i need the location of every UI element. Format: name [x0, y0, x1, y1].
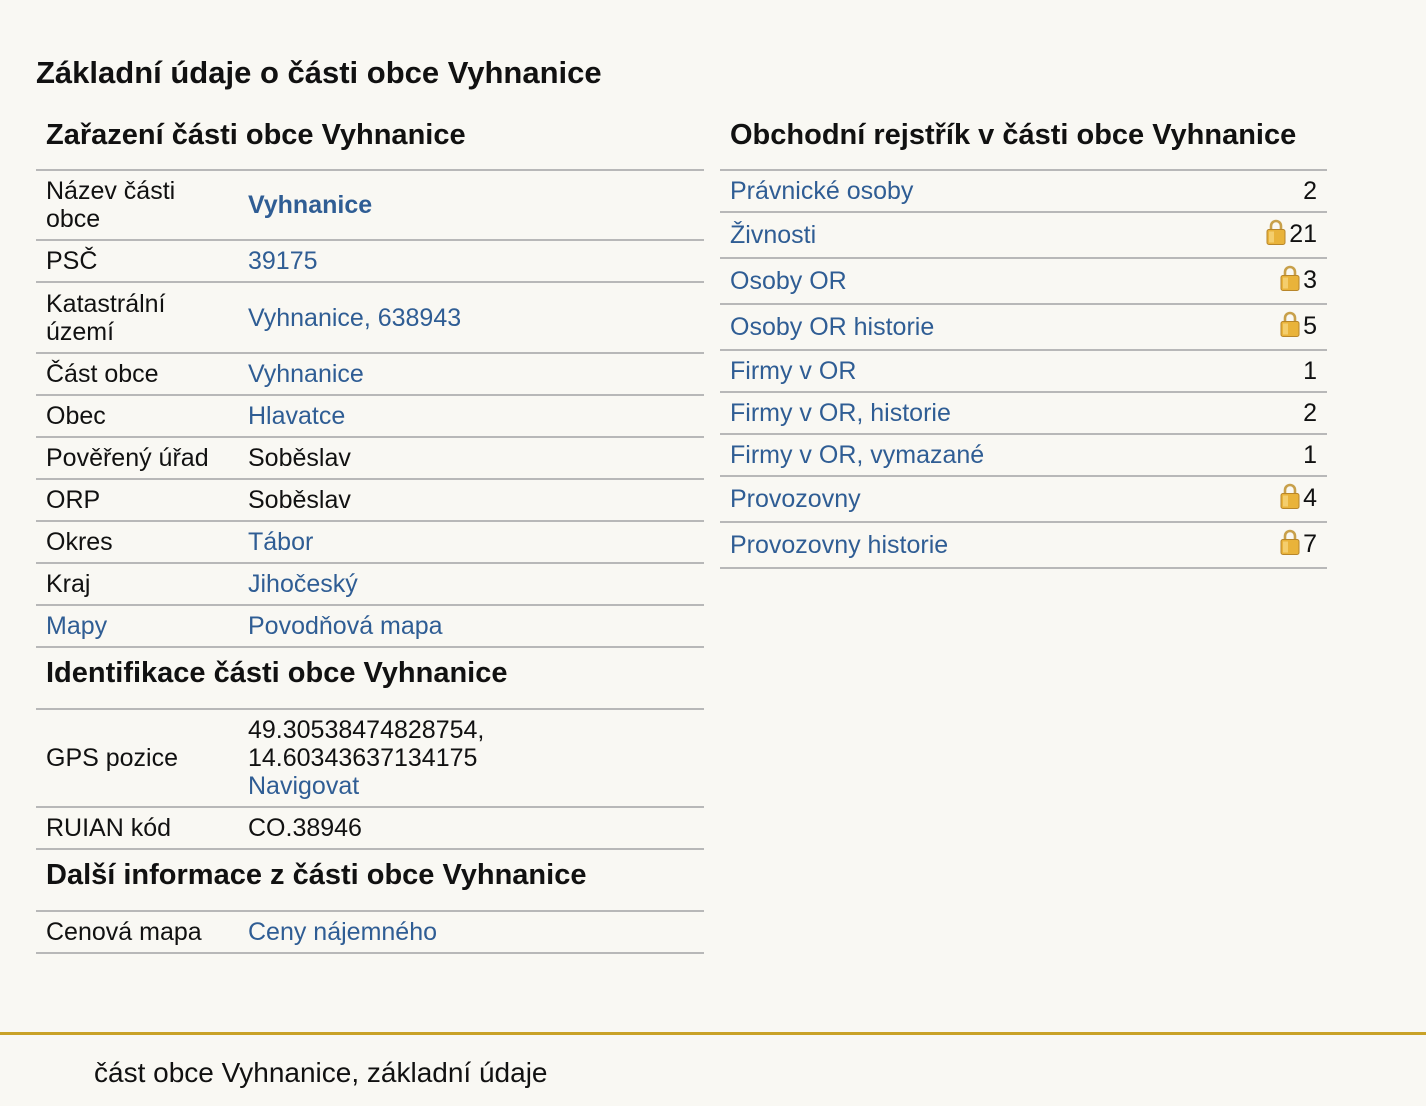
- navigovat-link[interactable]: Navigovat: [248, 772, 360, 800]
- table-row: [36, 911, 704, 953]
- table-row: [36, 605, 704, 647]
- count-value: 1: [1303, 357, 1317, 385]
- table-row: [36, 170, 704, 240]
- okres-link[interactable]: Tábor: [248, 528, 314, 556]
- lock-icon[interactable]: [1280, 265, 1300, 297]
- row-label-obec: Obec: [36, 395, 238, 437]
- count-value: 4: [1303, 484, 1317, 512]
- row-value-mapy: [238, 605, 704, 647]
- table-row: [720, 304, 1327, 350]
- obec-link[interactable]: Hlavatce: [248, 402, 346, 430]
- provozovny-historie-link[interactable]: Provozovny historie: [730, 531, 949, 559]
- rejstrik-row-count: [1202, 212, 1327, 258]
- zarazeni-title: Zařazení části obce Vyhnanice: [46, 119, 466, 151]
- rejstrik-row-count: [1202, 304, 1327, 350]
- table-row: [720, 258, 1327, 304]
- table-row: [36, 563, 704, 605]
- row-label-cenova-mapa: Cenová mapa: [36, 911, 238, 953]
- table-row: [36, 807, 704, 849]
- row-value-povereny-urad: Soběslav: [238, 437, 704, 479]
- row-label-kraj: Kraj: [36, 563, 238, 605]
- row-label-gps: GPS pozice: [36, 709, 238, 807]
- row-value-gps: [238, 709, 704, 807]
- lock-icon[interactable]: [1280, 483, 1300, 515]
- lock-icon[interactable]: [1280, 529, 1300, 561]
- row-value-kraj: [238, 563, 704, 605]
- rejstrik-row-count: [1202, 258, 1327, 304]
- firmy-v-or-vymazane-link[interactable]: Firmy v OR, vymazané: [730, 441, 985, 469]
- gps-latitude: 49.30538474828754,: [248, 716, 485, 744]
- footer-text: část obce Vyhnanice, základní údaje: [94, 1057, 548, 1088]
- provozovny-link[interactable]: Provozovny: [730, 485, 861, 513]
- row-value-psc: [238, 240, 704, 282]
- rejstrik-row-count: [1202, 434, 1327, 476]
- pravnicke-osoby-link[interactable]: Právnické osoby: [730, 177, 914, 205]
- rejstrik-row-count: [1202, 476, 1327, 522]
- rejstrik-row-label: [720, 350, 1202, 392]
- rejstrik-row-label: [720, 170, 1202, 212]
- psc-link[interactable]: 39175: [248, 247, 318, 275]
- rejstrik-row-count: [1202, 392, 1327, 434]
- rejstrik-title: Obchodní rejstřík v části obce Vyhnanice: [730, 119, 1297, 151]
- povodnova-mapa-link[interactable]: Povodňová mapa: [248, 612, 443, 640]
- row-label-orp: ORP: [36, 479, 238, 521]
- row-value-katastr: [238, 282, 704, 353]
- row-value-nazev: [238, 170, 704, 240]
- count-value: 7: [1303, 530, 1317, 558]
- rejstrik-row-label: [720, 304, 1202, 350]
- count-value: 2: [1303, 399, 1317, 427]
- dalsi-title: Další informace z části obce Vyhnanice: [46, 859, 587, 891]
- row-label-mapy: [36, 605, 238, 647]
- row-label-katastr: Katastrální území: [36, 282, 238, 353]
- identifikace-table: [36, 708, 704, 850]
- table-row: [720, 476, 1327, 522]
- rejstrik-row-label: [720, 476, 1202, 522]
- row-value-obec: [238, 395, 704, 437]
- mapy-link[interactable]: Mapy: [46, 612, 108, 640]
- rejstrik-row-label: [720, 434, 1202, 476]
- rejstrik-row-label: [720, 212, 1202, 258]
- table-row: [36, 709, 704, 807]
- row-value-cast-obce: [238, 353, 704, 395]
- table-row: [36, 437, 704, 479]
- dalsi-table: [36, 910, 704, 954]
- firmy-v-or-link[interactable]: Firmy v OR: [730, 357, 857, 385]
- lock-icon[interactable]: [1280, 311, 1300, 343]
- rejstrik-row-label: [720, 392, 1202, 434]
- lock-icon[interactable]: [1266, 219, 1286, 251]
- row-value-cenova-mapa: [238, 911, 704, 953]
- row-label-cast-obce: Část obce: [36, 353, 238, 395]
- rejstrik-row-count: [1202, 350, 1327, 392]
- rejstrik-row-label: [720, 258, 1202, 304]
- table-row: [720, 392, 1327, 434]
- count-value: 2: [1303, 177, 1317, 205]
- table-row: [36, 282, 704, 353]
- table-row: [720, 434, 1327, 476]
- kraj-link[interactable]: Jihočeský: [248, 570, 358, 598]
- footer: [0, 1035, 1426, 1106]
- rejstrik-row-count: [1202, 522, 1327, 568]
- table-row: [36, 395, 704, 437]
- table-row: [36, 353, 704, 395]
- left-column: [36, 110, 704, 954]
- osoby-or-historie-link[interactable]: Osoby OR historie: [730, 313, 935, 341]
- count-value: 3: [1303, 266, 1317, 294]
- rejstrik-table: [720, 169, 1327, 569]
- table-row: [36, 240, 704, 282]
- row-value-okres: [238, 521, 704, 563]
- identifikace-title: Identifikace části obce Vyhnanice: [46, 657, 508, 689]
- row-label-psc: PSČ: [36, 240, 238, 282]
- cast-obce-link[interactable]: Vyhnanice: [248, 360, 364, 388]
- row-label-povereny-urad: Pověřený úřad: [36, 437, 238, 479]
- count-value: 1: [1303, 441, 1317, 469]
- row-label-ruian: RUIAN kód: [36, 807, 238, 849]
- table-row: [720, 170, 1327, 212]
- right-column: [720, 110, 1327, 569]
- nazev-link[interactable]: Vyhnanice: [248, 191, 373, 219]
- count-value: 5: [1303, 312, 1317, 340]
- table-row: [720, 522, 1327, 568]
- osoby-or-link[interactable]: Osoby OR: [730, 267, 847, 295]
- katastr-link[interactable]: Vyhnanice, 638943: [248, 303, 462, 332]
- rejstrik-row-count: [1202, 170, 1327, 212]
- row-value-ruian: CO.38946: [238, 807, 704, 849]
- gps-longitude: 14.60343637134175: [248, 744, 478, 772]
- rejstrik-row-label: [720, 522, 1202, 568]
- table-row: [36, 521, 704, 563]
- ceny-najemneho-link[interactable]: Ceny nájemného: [248, 918, 438, 946]
- table-row: [36, 479, 704, 521]
- zivnosti-link[interactable]: Živnosti: [730, 221, 817, 249]
- zarazeni-table: [36, 169, 704, 648]
- firmy-v-or-historie-link[interactable]: Firmy v OR, historie: [730, 399, 951, 427]
- page-title: Základní údaje o části obce Vyhnanice: [36, 55, 602, 90]
- row-value-orp: Soběslav: [238, 479, 704, 521]
- row-label-okres: Okres: [36, 521, 238, 563]
- row-label-nazev: Název části obce: [36, 170, 238, 240]
- table-row: [720, 350, 1327, 392]
- table-row: [720, 212, 1327, 258]
- count-value: 21: [1289, 220, 1317, 248]
